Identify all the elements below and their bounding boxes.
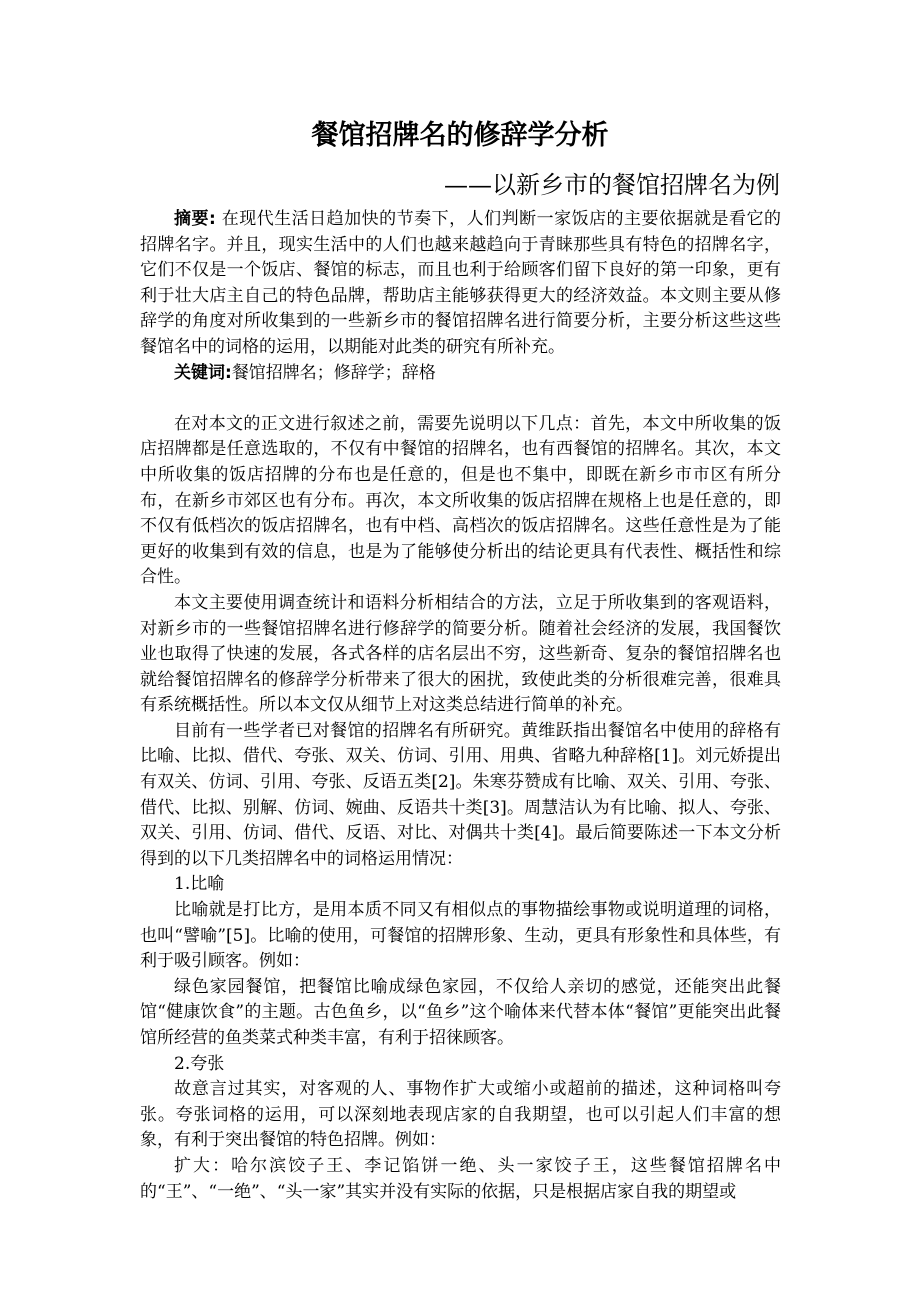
body-paragraph: 扩大：哈尔滨饺子王、李记馅饼一绝、头一家饺子王，这些餐馆招牌名中的“王”、“一绝”、“头一家”其实并没有实际的依据，只是根据店家自我的期望或 [140, 1155, 781, 1202]
abstract-label: 摘要: [174, 209, 216, 229]
body-paragraph: 目前有一些学者已对餐馆的招牌名有所研究。黄维跃指出餐馆名中使用的辞格有比喻、比拟、借代、夸张、双关、仿词、引用、用典、省略九种辞格[1]。刘元娇提出有双关、仿词、引用、夸张、反语五类[2]。朱寒芬赞成有比喻、双关、引用、夸张、借代、比拟、别解、仿词、婉曲、反语共十类[3]。周慧洁认为有比喻、拟人、夸张、双关、引用、仿词、借代、反语、对比、对偶共十类[4]。最后简要陈述一下本文分析得到的以下几类招牌名中的词格运用情况： [140, 720, 781, 869]
document-title: 餐馆招牌名的修辞学分析 [311, 120, 609, 151]
document-body [140, 207, 781, 1205]
keywords-label: 关键词: [174, 362, 232, 383]
document-subtitle: ——以新乡市的餐馆招牌名为例 [444, 171, 780, 199]
body-paragraph: 故意言过其实，对客观的人、事物作扩大或缩小或超前的描述，这种词格叫夸张。夸张词格的运用，可以深刻地表现店家的自我期望，也可以引起人们丰富的想象，有利于突出餐馆的特色招牌。例如： [140, 1079, 781, 1151]
body-paragraph: 在对本文的正文进行叙述之前，需要先说明以下几点：首先，本文中所收集的饭店招牌都是任意选取的，不仅有中餐馆的招牌名，也有西餐馆的招牌名。其次，本文中所收集的饭店招牌的分布也是任意的，但是也不集中，即既在新乡市市区有所分布，在新乡市郊区也有分布。再次，本文所收集的饭店招牌在规格上也是任意的，即不仅有低档次的饭店招牌名，也有中档、高档次的饭店招牌名。这些任意性是为了能更好的收集到有效的信息，也是为了能够使分析出的结论更具有代表性、概括性和综合性。 [140, 413, 781, 588]
abstract-text: 在现代生活日趋加快的节奏下，人们判断一家饭店的主要依据就是看它的招牌名字。并且，现实生活中的人们也越来越趋向于青睐那些具有特色的招牌名字，它们不仅是一个饭店、餐馆的标志，而且也利于给顾客们留下良好的第一印象，更有利于壮大店主自己的特色品牌，帮助店主能够获得更大的经济效益。本文则主要从修辞学的角度对所收集到的一些新乡市的餐馆招牌名进行简要分析，主要分析这些这些餐馆名中的词格的运用，以期能对此类的研究有所补充。 [140, 209, 782, 357]
section-heading-hyperbole: 2.夸张 [174, 1053, 225, 1074]
section-heading-metaphor: 1.比喻 [174, 874, 225, 895]
body-paragraph: 本文主要使用调查统计和语料分析相结合的方法，立足于所收集到的客观语料，对新乡市的一些餐馆招牌名进行修辞学的简要分析。随着社会经济的发展，我国餐饮业也取得了快速的发展，各式各样的店名层出不穷，这些新奇、复杂的餐馆招牌名也就给餐馆招牌名的修辞学分析带来了很大的困扰，致使此类的分析很难完善，很难具有系统概括性。所以本文仅从细节上对这类总结进行简单的补充。 [140, 592, 781, 716]
body-paragraph: 绿色家园餐馆，把餐馆比喻成绿色家园，不仅给人亲切的感觉，还能突出此餐馆“健康饮食”的主题。古色鱼乡，以“鱼乡”这个喻体来代替本体“餐馆”更能突出此餐馆所经营的鱼类菜式种类丰富，有利于招徕顾客。 [140, 976, 781, 1048]
keywords-paragraph [140, 361, 781, 387]
blank-line [140, 386, 781, 412]
keywords-text: 餐馆招牌名；修辞学；辞格 [231, 362, 436, 383]
body-paragraph: 比喻就是打比方，是用本质不同又有相似点的事物描绘事物或说明道理的词格，也叫“譬喻”[5]。比喻的使用，可餐馆的招牌形象、生动，更具有形象性和具体些，有利于吸引顾客。例如： [140, 900, 781, 972]
abstract-paragraph [140, 207, 781, 361]
